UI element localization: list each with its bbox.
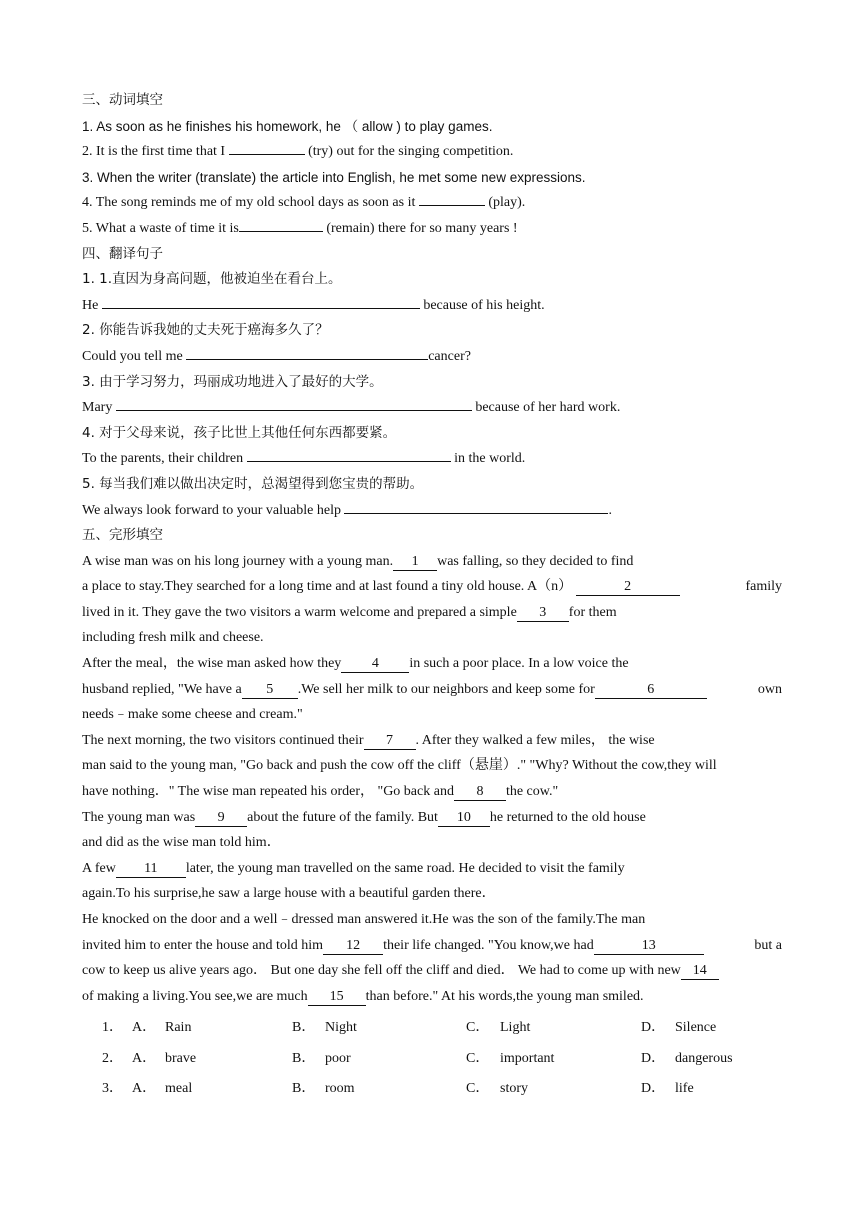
translate-answer-2: Could you tell me cancer?: [82, 344, 782, 370]
blank-1: 1: [393, 554, 437, 571]
blank-10: 10: [438, 810, 490, 827]
blank-8: 8: [454, 784, 506, 801]
verb-item-4: 4. The song reminds me of my old school days as soon as it (play).: [82, 190, 782, 216]
option-row-3: 3． A． meal B． room C． story D． life: [82, 1074, 782, 1105]
passage-line: lived in it. They gave the two visitors a warm welcome and prepared a simple 3 for them: [82, 604, 617, 620]
passage-line: He knocked on the door and a well﹣dressed man answered it.He was the son of the family.The man: [82, 912, 646, 927]
verb-item-3: 3. When the writer (translate) the article into English, he met some new expressions.: [82, 169, 586, 185]
passage-line: a place to stay.They searched for a long time and at last found a tiny old house. A（n） 2 family: [82, 579, 782, 595]
blank-4: 4: [341, 656, 409, 673]
option-2-c[interactable]: important: [500, 1050, 555, 1066]
blank-6: 6: [595, 682, 707, 699]
verb-item-1: 1. As soon as he finishes his homework, he （ allow ) to play games.: [82, 118, 493, 134]
blank-14: 14: [681, 963, 719, 980]
option-2-b[interactable]: poor: [325, 1050, 351, 1066]
blank-5: 5: [242, 682, 298, 699]
passage-line: The next morning, the two visitors continued their 7 . After they walked a few miles， the wise: [82, 732, 655, 748]
option-1-c[interactable]: Light: [500, 1020, 531, 1036]
section-5-heading: 五、完形填空: [82, 527, 163, 544]
blank-11: 11: [116, 861, 186, 878]
verb-item-5: 5. What a waste of time it is (remain) there for so many years !: [82, 216, 782, 242]
passage-line: invited him to enter the house and told him 12 their life changed. "You know,we had 13 but a: [82, 937, 782, 953]
option-1-b[interactable]: Night: [325, 1020, 357, 1036]
option-1-d[interactable]: Silence: [675, 1020, 717, 1036]
option-2-a[interactable]: brave: [165, 1050, 197, 1066]
option-row-2: 2． A． brave B． poor C． important D． dangerous: [82, 1044, 782, 1075]
passage-line: have nothing．" The wise man repeated his order， "Go back and 8 the cow.": [82, 784, 559, 800]
option-3-b[interactable]: room: [325, 1081, 355, 1097]
blank-9: 9: [195, 810, 247, 827]
translate-prompt-3: 3. 由于学习努力，玛丽成功地进入了最好的大学。: [82, 373, 383, 390]
translate-prompt-4: 4. 对于父母来说，孩子比世上其他任何东西都要紧。: [82, 424, 397, 441]
blank-12: 12: [323, 938, 383, 955]
blank-3: 3: [517, 605, 569, 622]
answer-options: [82, 1013, 782, 1105]
option-3-a[interactable]: meal: [165, 1081, 193, 1097]
verb-item-2: 2. It is the first time that I (try) out for the singing competition.: [82, 139, 782, 165]
option-row-1: 1． A． Rain B． Night C． Light D． Silence: [82, 1013, 782, 1044]
blank-15: 15: [308, 989, 366, 1006]
option-1-a[interactable]: Rain: [165, 1020, 192, 1036]
worksheet: [82, 88, 782, 1105]
translate-answer-1: He because of his height.: [82, 293, 782, 319]
section-3-heading: 三、动词填空: [82, 92, 163, 108]
passage-line: and did as the wise man told him．: [82, 835, 281, 851]
passage-line: After the meal，the wise man asked how they 4 in such a poor place. In a low voice the: [82, 656, 629, 672]
passage-line: A wise man was on his long journey with a young man. 1 was falling, so they decided to find: [82, 553, 634, 569]
passage-line: husband replied, "We have a 5 .We sell her milk to our neighbors and keep some for 6 own: [82, 681, 782, 697]
section-4-heading: 四、翻译句子: [82, 245, 163, 262]
translate-prompt-5: 5. 每当我们难以做出决定时，总渴望得到您宝贵的帮助。: [82, 475, 424, 492]
option-3-c[interactable]: story: [500, 1081, 528, 1097]
translate-answer-3: Mary because of her hard work.: [82, 395, 782, 421]
translate-answer-5: We always look forward to your valuable help .: [82, 498, 782, 524]
passage-line: A few 11 later, the young man travelled on the same road. He decided to visit the family: [82, 860, 625, 876]
blank-2: 2: [576, 579, 680, 596]
blank-13: 13: [594, 938, 704, 955]
blank-7: 7: [364, 733, 416, 750]
passage-line: man said to the young man, "Go back and push the cow off the cliff（悬崖）." "Why? Without the cow,they will: [82, 758, 717, 774]
passage-line: again.To his surprise,he saw a large house with a beautiful garden there．: [82, 886, 496, 902]
passage-line: including fresh milk and cheese.: [82, 630, 264, 646]
option-3-d[interactable]: life: [675, 1081, 694, 1097]
passage-line: needs﹣make some cheese and cream.": [82, 707, 303, 723]
option-2-d[interactable]: dangerous: [675, 1050, 733, 1066]
passage-line: cow to keep us alive years ago． But one day she fell off the cliff and died． We had to come up with new 14: [82, 958, 782, 984]
passage-line: The young man was 9 about the future of the family. But 10 he returned to the old house: [82, 809, 646, 825]
translate-answer-4: To the parents, their children in the world.: [82, 446, 782, 472]
translate-prompt-1: 1. 1.直因为身高问题，他被迫坐在看台上。: [82, 271, 342, 288]
passage-line: of making a living.You see,we are much 15 than before." At his words,the young man smiled.: [82, 988, 644, 1004]
translate-prompt-2: 2. 你能告诉我她的丈夫死于癌海多久了？: [82, 322, 329, 339]
